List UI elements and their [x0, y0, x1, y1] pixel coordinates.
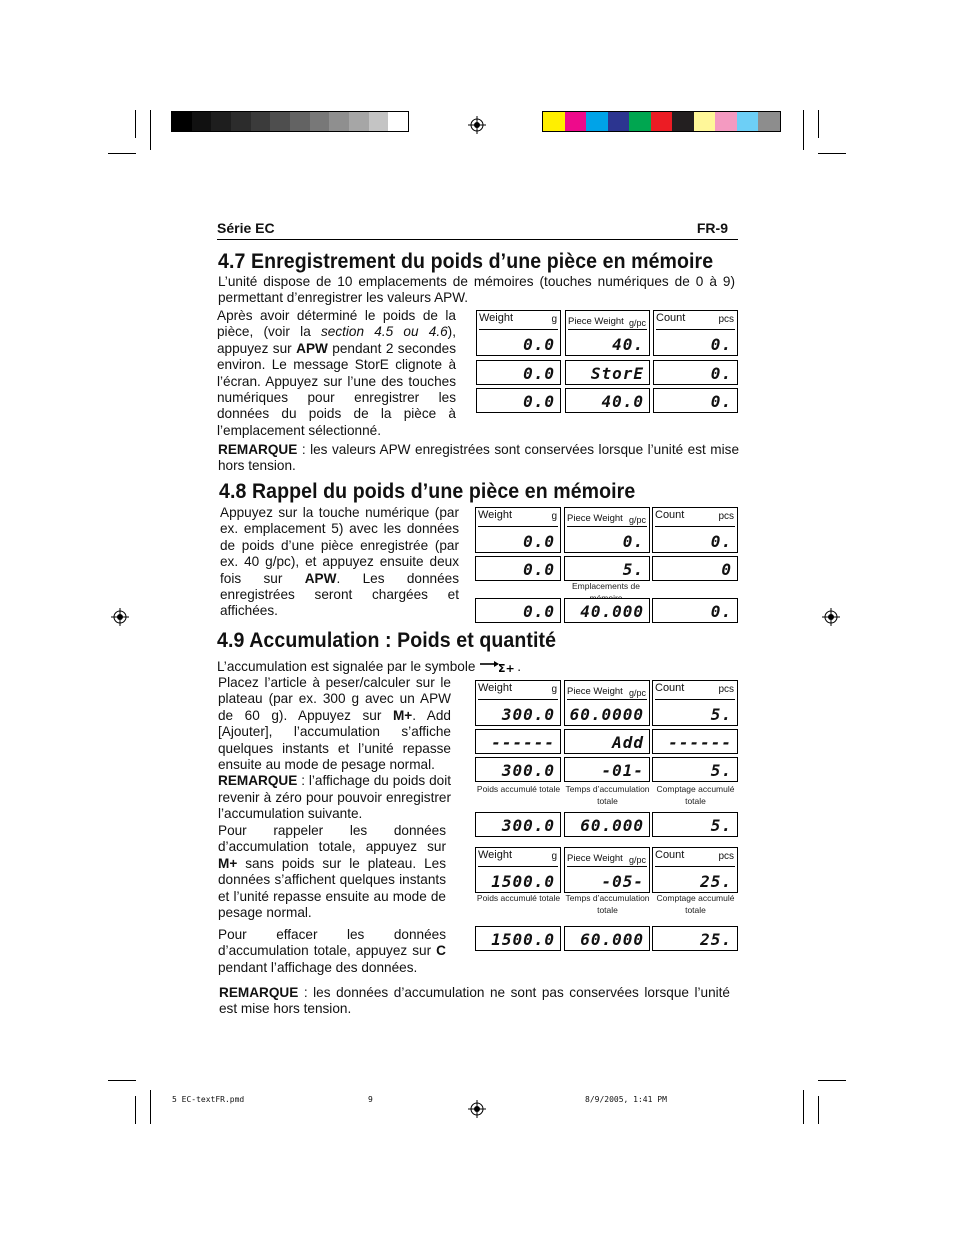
registration-mark-icon: [822, 608, 840, 626]
display-caption: Comptage accumulé totale: [656, 784, 735, 806]
piece-weight-display: [564, 729, 650, 754]
weight-display: [475, 847, 561, 893]
footer-filename: 5 EC-textFR.pmd: [172, 1095, 245, 1104]
section-4-7-note: REMARQUE : les valeurs APW enregistrées sont conservées lorsque l’unité est mise hors tension.: [218, 442, 739, 474]
count-display: [653, 388, 738, 413]
crop-mark: [108, 153, 136, 154]
calibration-swatch: [715, 112, 737, 131]
registration-mark-icon: [468, 116, 486, 134]
crop-mark: [818, 1096, 819, 1124]
section-title-4-8: 4.8 Rappel du poids d’une pièce en mémoire: [219, 480, 636, 503]
piece-weight-display: [564, 757, 650, 782]
series-label: Série EC: [217, 220, 275, 236]
display-value: 1500.0: [491, 872, 555, 891]
calibration-swatch: [310, 112, 330, 131]
calibration-swatch: [672, 112, 694, 131]
display-value: 300.0: [501, 816, 555, 835]
display-value: 60.000: [580, 930, 644, 949]
display-divider: [478, 699, 558, 700]
display-value: 300.0: [501, 761, 555, 780]
display-label: Count: [656, 312, 686, 324]
display-value: 60.000: [580, 816, 644, 835]
section-4-7-paragraph: Après avoir déterminé le poids de la pièce, (voir la section 4.5 ou 4.6), appuyez sur APW pendant 2 secondes environ. Le message StorE clignote à l’écran. Appuyez sur l’une des touches numériques pour enregistrer les données du poids de la pièce à l’emplacement sélectionné.: [217, 308, 456, 438]
calibration-swatch: [329, 112, 349, 131]
crop-mark: [818, 153, 846, 154]
display-value: 25.: [700, 872, 732, 891]
display-unit: g/pc: [628, 318, 646, 328]
display-unit: g/pc: [628, 688, 646, 698]
section-title-4-9: 4.9 Accumulation : Poids et quantité: [217, 629, 557, 652]
calibration-swatch: [629, 112, 651, 131]
display-caption: Emplacements de: [571, 581, 641, 591]
display-label: Piece Weight: [568, 316, 624, 327]
calibration-swatch: [270, 112, 290, 131]
display-divider: [567, 866, 647, 867]
section-4-9-paragraph-1: Placez l’article à peser/calculer sur le plateau (par ex. 300 g avec un APW de 60 g). Appuyez sur M+. Add [Ajouter], l’accumulation s’affiche quelques instants et l’unité repasse ensuite au mode de pesage normal. REMARQUE : l’affichage du poids doit revenir à zéro pour pouvoir enregistrer l’accumulation suivante.: [218, 675, 451, 822]
section-4-9-paragraph-2: Pour rappeler les données d’accumulation totale, appuyez sur M+ sans poids sur le plateau. Les données s’affichent quelques instants et l’unité repasse ensuite au mode de pesage normal.: [218, 823, 446, 921]
piece-weight-display: [564, 847, 650, 893]
count-display: [652, 812, 738, 837]
section-4-9-intro: L’accumulation est signalée par le symbole Σ+ .: [217, 659, 521, 674]
display-unit: pcs: [718, 851, 734, 862]
display-value: ------: [668, 733, 732, 752]
section-title-4-7: 4.7 Enregistrement du poids d’une pièce en mémoire: [218, 250, 714, 273]
count-display: [652, 757, 738, 782]
color-calibration-bar: [542, 111, 781, 132]
calibration-swatch: [543, 112, 565, 131]
display-value: 40.000: [580, 602, 644, 621]
crop-mark: [803, 110, 804, 150]
weight-display: [476, 388, 561, 413]
calibration-swatch: [586, 112, 608, 131]
display-value: 1500.0: [491, 930, 555, 949]
piece-weight-display: [564, 556, 650, 581]
display-label: Weight: [478, 509, 513, 521]
display-label: Piece Weight: [567, 853, 623, 864]
weight-display: [476, 360, 561, 385]
section-4-7-intro: L’unité dispose de 10 emplacements de mémoires (touches numériques de 0 à 9) permettant d’enregistrer les valeurs APW.: [218, 274, 735, 306]
section-4-9-paragraph-3: Pour effacer les données d’accumulation totale, appuyez sur C pendant l’affichage des données.: [218, 927, 446, 975]
calibration-swatch: [651, 112, 673, 131]
weight-display: [475, 812, 561, 837]
piece-weight-display: [564, 598, 650, 623]
display-unit: pcs: [718, 314, 734, 325]
weight-display: [475, 926, 561, 951]
display-unit: g: [551, 511, 557, 522]
crop-mark: [150, 110, 151, 150]
crop-mark: [803, 1090, 804, 1124]
svg-text:Σ+: Σ+: [498, 662, 515, 673]
accumulation-symbol-icon: [479, 659, 517, 673]
calibration-swatch: [694, 112, 716, 131]
display-unit: g/pc: [628, 515, 646, 525]
display-value: ------: [491, 733, 555, 752]
piece-weight-display: [565, 360, 650, 385]
count-display: [653, 360, 738, 385]
crop-mark: [135, 110, 136, 138]
piece-weight-display: [565, 310, 650, 356]
calibration-swatch: [172, 112, 192, 131]
display-label: Piece Weight: [567, 513, 623, 524]
calibration-swatch: [608, 112, 630, 131]
display-divider: [479, 329, 558, 330]
display-unit: pcs: [718, 511, 734, 522]
display-divider: [568, 329, 647, 330]
weight-display: [475, 680, 561, 726]
display-value: 5.: [710, 761, 732, 780]
display-value: 0.0: [523, 560, 555, 579]
display-label: Count: [655, 849, 685, 861]
grayscale-calibration-bar: [171, 111, 409, 132]
display-caption: Comptage accumulé totale: [656, 893, 735, 915]
count-display: [652, 556, 738, 581]
display-value: StorE: [590, 364, 644, 383]
calibration-swatch: [737, 112, 759, 131]
display-value: 0.: [710, 392, 732, 411]
weight-display: [475, 757, 561, 782]
calibration-swatch: [565, 112, 587, 131]
crop-mark: [108, 1080, 136, 1081]
display-value: 5.: [710, 816, 732, 835]
display-label: Count: [655, 682, 685, 694]
display-value: 40.0: [601, 392, 644, 411]
display-value: 0.: [710, 364, 732, 383]
piece-weight-display: [564, 926, 650, 951]
weight-display: [475, 556, 561, 581]
running-header: [217, 220, 738, 240]
count-display: [652, 926, 738, 951]
display-unit: g/pc: [628, 855, 646, 865]
count-display: [652, 729, 738, 754]
display-value: 0.: [710, 532, 732, 551]
display-value: 0.: [710, 335, 732, 354]
count-display: [652, 507, 738, 553]
registration-mark-icon: [468, 1100, 486, 1118]
weight-display: [475, 507, 561, 553]
display-value: 25.: [700, 930, 732, 949]
display-value: -01-: [601, 761, 644, 780]
crop-mark: [150, 1090, 151, 1124]
display-caption: Poids accumulé totale: [476, 893, 561, 903]
calibration-swatch: [251, 112, 271, 131]
display-label: Weight: [479, 312, 514, 324]
display-value: 300.0: [501, 705, 555, 724]
piece-weight-display: [565, 388, 650, 413]
display-value: 0.0: [523, 602, 555, 621]
calibration-swatch: [758, 112, 780, 131]
display-caption: Poids accumulé totale: [476, 784, 561, 794]
display-value: 0.: [622, 532, 644, 551]
display-value: Add: [612, 733, 644, 752]
crop-mark: [818, 110, 819, 138]
calibration-swatch: [231, 112, 251, 131]
display-value: -05-: [601, 872, 644, 891]
calibration-swatch: [349, 112, 369, 131]
display-divider: [567, 526, 647, 527]
display-value: 60.0000: [569, 705, 644, 724]
display-label: Weight: [478, 849, 513, 861]
weight-display: [476, 310, 561, 356]
display-unit: pcs: [718, 684, 734, 695]
section-4-9-note: REMARQUE : les données d’accumulation ne sont pas conservées lorsque l’unité est mise hors tension.: [219, 985, 730, 1017]
display-divider: [567, 699, 647, 700]
display-value: 40.: [612, 335, 644, 354]
calibration-swatch: [388, 112, 408, 131]
display-caption: Temps d’accumulation totale: [565, 784, 650, 806]
count-display: [652, 680, 738, 726]
display-value: 5.: [710, 705, 732, 724]
piece-weight-display: [564, 812, 650, 837]
footer-page: 9: [368, 1095, 373, 1104]
display-value: 0.: [710, 602, 732, 621]
calibration-swatch: [211, 112, 231, 131]
display-divider: [478, 526, 558, 527]
page-number: FR-9: [696, 220, 728, 236]
display-divider: [478, 866, 558, 867]
count-display: [652, 847, 738, 893]
display-value: 0.0: [523, 364, 555, 383]
display-divider: [655, 526, 735, 527]
count-display: [652, 598, 738, 623]
display-value: 5.: [622, 560, 644, 579]
display-label: Weight: [478, 682, 513, 694]
piece-weight-display: [564, 507, 650, 553]
display-divider: [656, 329, 735, 330]
footer-date: 8/9/2005, 1:41 PM: [585, 1095, 667, 1104]
display-value: 0: [721, 560, 732, 579]
weight-display: [475, 598, 561, 623]
display-divider: [655, 699, 735, 700]
calibration-swatch: [369, 112, 389, 131]
section-4-8-paragraph: Appuyez sur la touche numérique (par ex. emplacement 5) avec les données de poids d’une pièce enregistrée (par ex. 40 g/pc), et appuyez ensuite deux fois sur APW. Les données enregistrées seront chargées et affichées.: [220, 505, 459, 619]
display-caption: Temps d’accumulation totale: [565, 893, 650, 915]
display-label: Count: [655, 509, 685, 521]
crop-mark: [818, 1080, 846, 1081]
calibration-swatch: [192, 112, 212, 131]
calibration-swatch: [290, 112, 310, 131]
registration-mark-icon: [111, 608, 129, 626]
count-display: [653, 310, 738, 356]
display-divider: [655, 866, 735, 867]
display-value: 0.0: [523, 532, 555, 551]
display-value: 0.0: [523, 392, 555, 411]
piece-weight-display: [564, 680, 650, 726]
display-unit: g: [551, 851, 557, 862]
display-unit: g: [551, 684, 557, 695]
display-unit: g: [551, 314, 557, 325]
display-label: Piece Weight: [567, 686, 623, 697]
crop-mark: [135, 1096, 136, 1124]
weight-display: [475, 729, 561, 754]
display-value: 0.0: [523, 335, 555, 354]
